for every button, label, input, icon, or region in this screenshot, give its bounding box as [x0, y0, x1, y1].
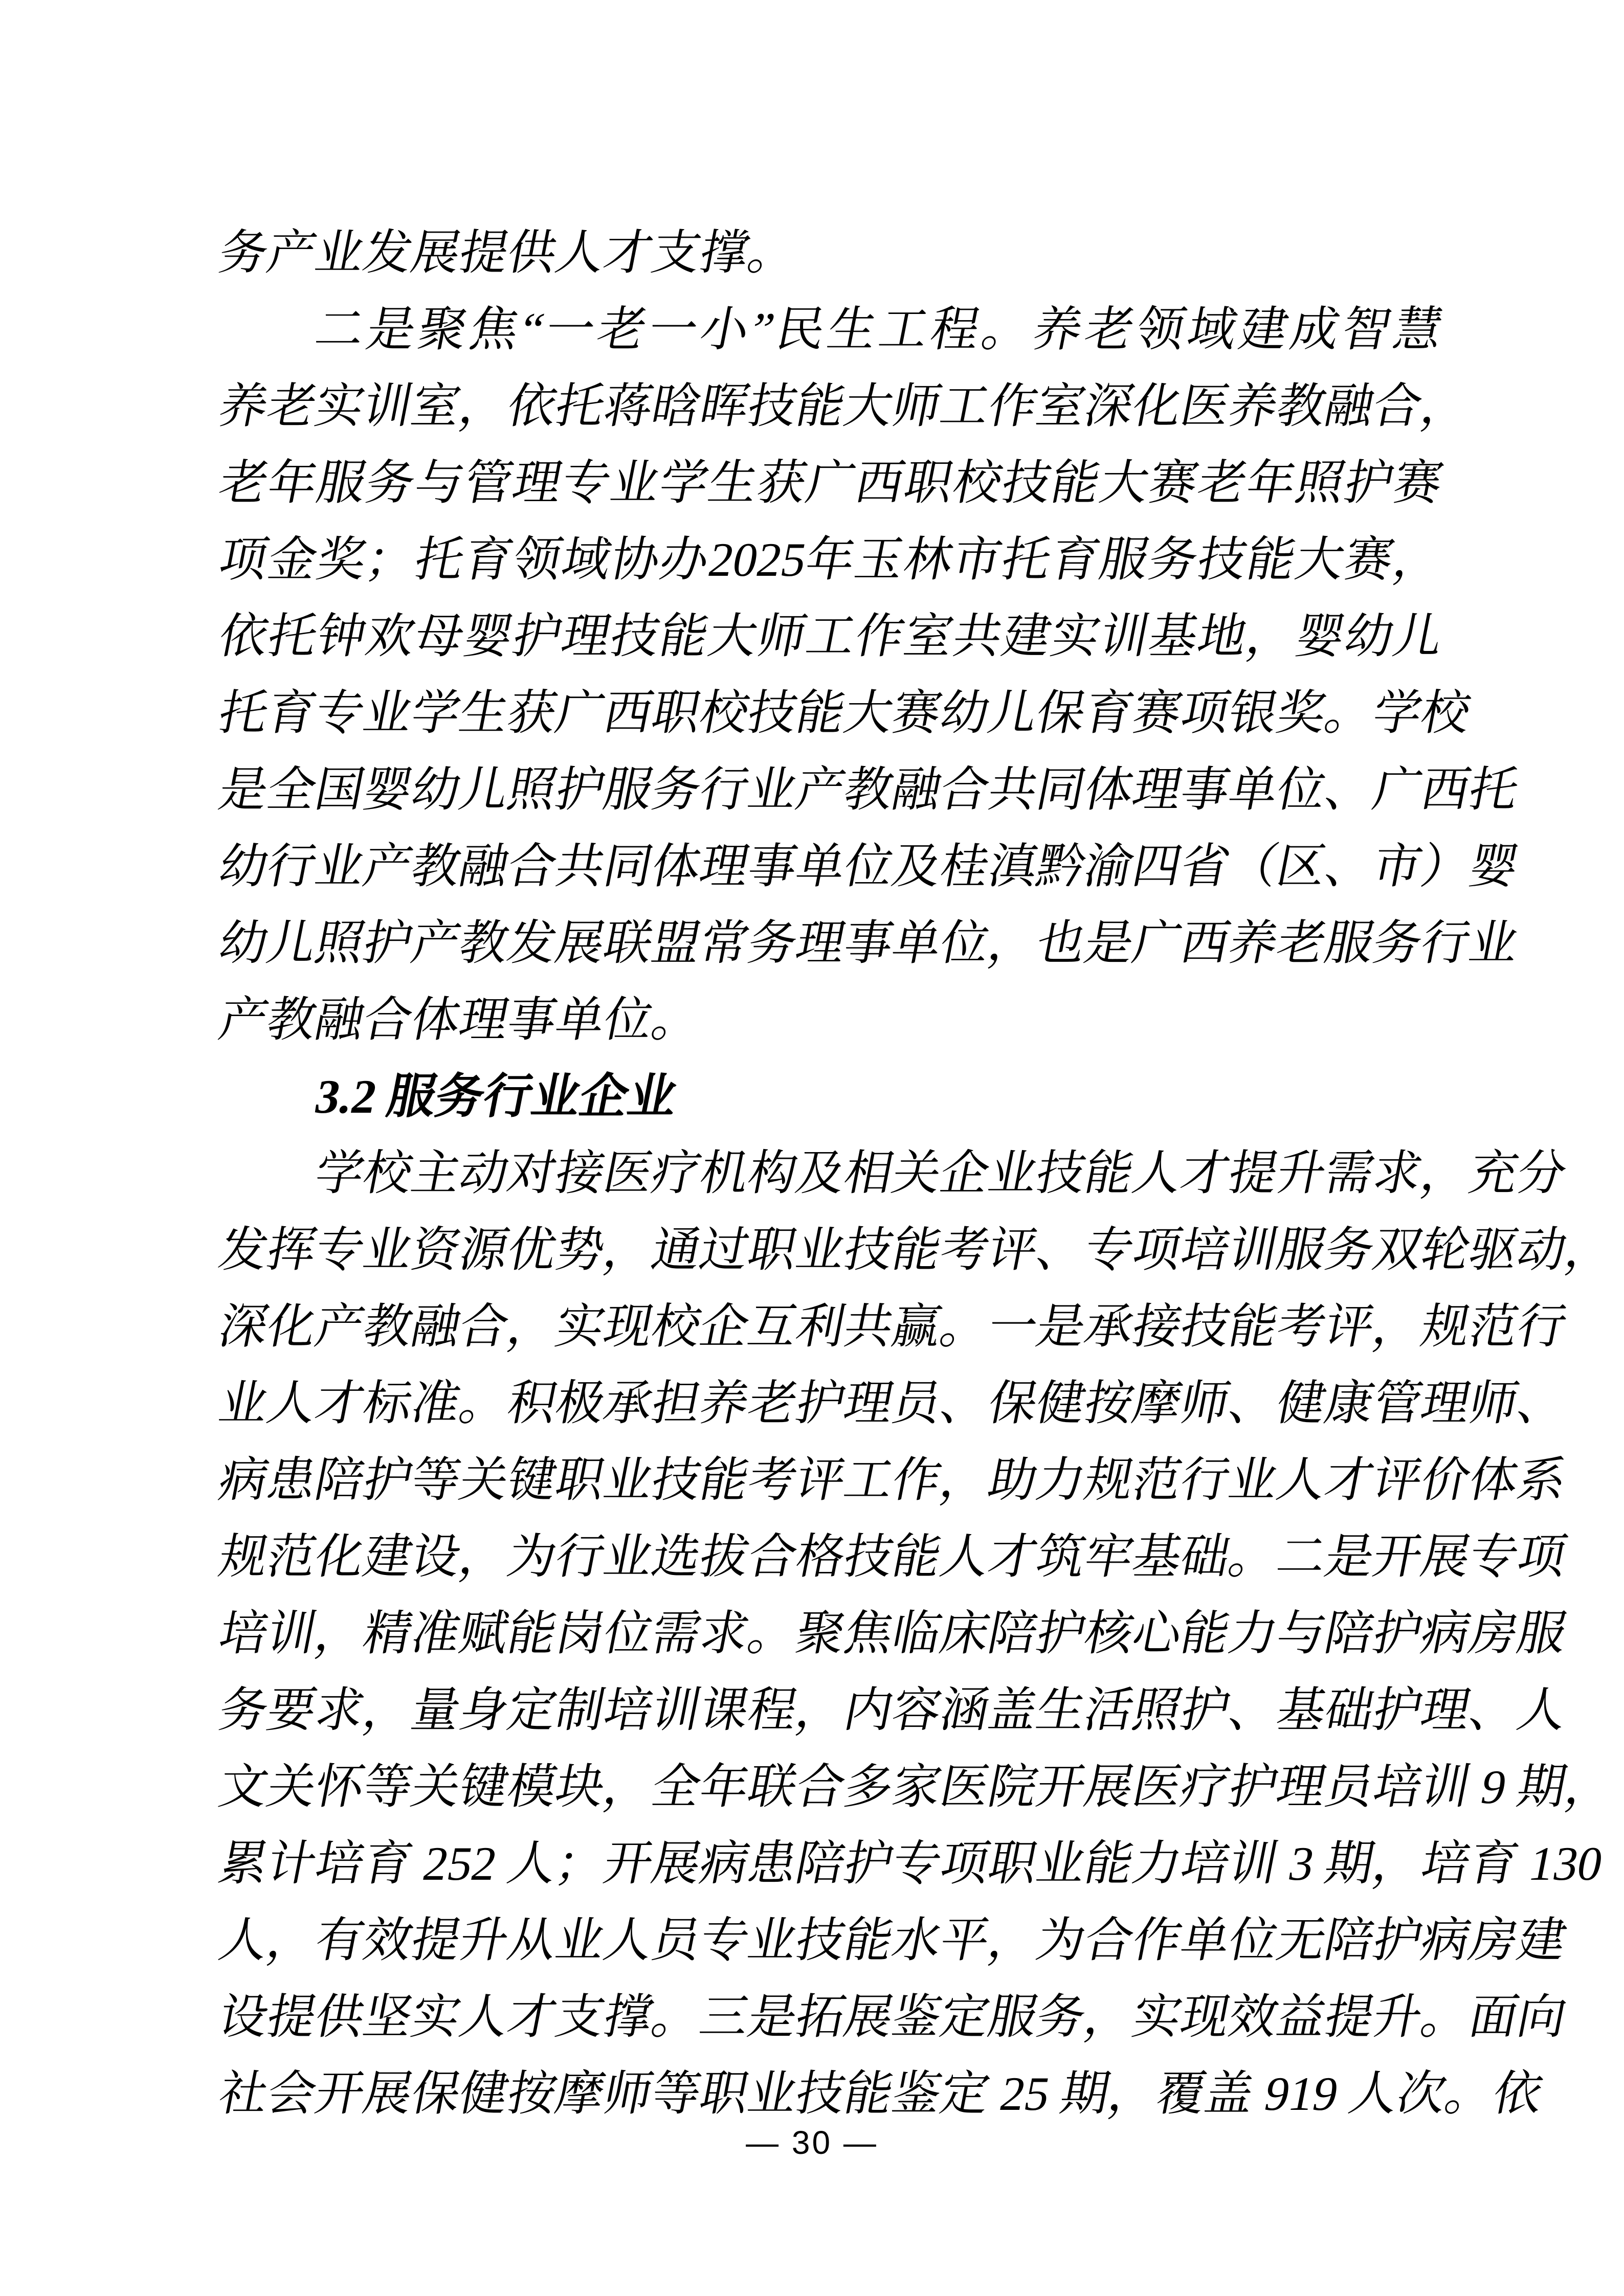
text-line: 依托钟欢母婴护理技能大师工作室共建实训基地，婴幼儿 — [214, 610, 1448, 663]
text-line: 幼行业产教融合共同体理事单位及桂滇黔渝四省（区、市）婴 — [214, 840, 1523, 893]
text-line: 人，有效提升从业人员专业技能水平，为合作单位无陪护病房建 — [214, 1914, 1571, 1967]
text-line: 病患陪护等关键职业技能考评工作，助力规范行业人才评价体系 — [214, 1454, 1571, 1507]
text-line: 务产业发展提供人才支撑。 — [214, 227, 802, 280]
text-line: 设提供坚实人才支撑。三是拓展鉴定服务，实现效益提升。面向 — [214, 1991, 1571, 2044]
text-line: 培训，精准赋能岗位需求。聚焦临床陪护核心能力与陪护病房服 — [214, 1607, 1571, 1660]
page-number: — 30 — — [746, 2124, 878, 2161]
section-heading: 3.2 服务行业企业 — [310, 1070, 682, 1123]
text-line: 是全国婴幼儿照护服务行业产教融合共同体理事单位、广西托 — [214, 763, 1523, 817]
text-line: 二是聚焦“一老一小”民生工程。养老领域建成智慧 — [310, 303, 1448, 356]
text-line: 规范化建设，为行业选拔合格技能人才筑牢基础。二是开展专项 — [214, 1530, 1571, 1584]
page-footer — [0, 2122, 1624, 2163]
text-line: 托育专业学生获广西职校技能大赛幼儿保育赛项银奖。学校 — [214, 687, 1475, 740]
body-text-block — [212, 215, 1619, 2132]
text-line: 业人才标准。积极承担养老护理员、保健按摩师、健康管理师、 — [214, 1377, 1571, 1430]
text-line: 养老实训室，依托蒋晗晖技能大师工作室深化医养教融合， — [214, 380, 1475, 433]
text-line: 社会开展保健按摩师等职业技能鉴定 25 期，覆盖 919 人次。依 — [214, 2067, 1547, 2121]
text-line: 发挥专业资源优势，通过职业技能考评、专项培训服务双轮驱动， — [214, 1224, 1619, 1277]
text-line: 幼儿照护产教发展联盟常务理事单位，也是广西养老服务行业 — [214, 917, 1523, 970]
text-line: 累计培育 252 人；开展病患陪护专项职业能力培训 3 期，培育 130 — [214, 1837, 1608, 1890]
text-line: 产教融合体理事单位。 — [214, 994, 706, 1047]
text-line: 务要求，量身定制培训课程，内容涵盖生活照护、基础护理、人 — [214, 1684, 1571, 1737]
text-line: 学校主动对接医疗机构及相关企业技能人才提升需求，充分 — [310, 1147, 1571, 1200]
text-line: 深化产教融合，实现校企互利共赢。一是承接技能考评，规范行 — [214, 1300, 1571, 1354]
text-line: 文关怀等关键模块，全年联合多家医院开展医疗护理员培训 9 期， — [214, 1761, 1619, 1814]
text-line: 项金奖；托育领域协办2025年玉林市托育服务技能大赛， — [214, 533, 1448, 587]
text-line: 老年服务与管理专业学生获广西职校技能大赛老年照护赛 — [214, 457, 1448, 510]
